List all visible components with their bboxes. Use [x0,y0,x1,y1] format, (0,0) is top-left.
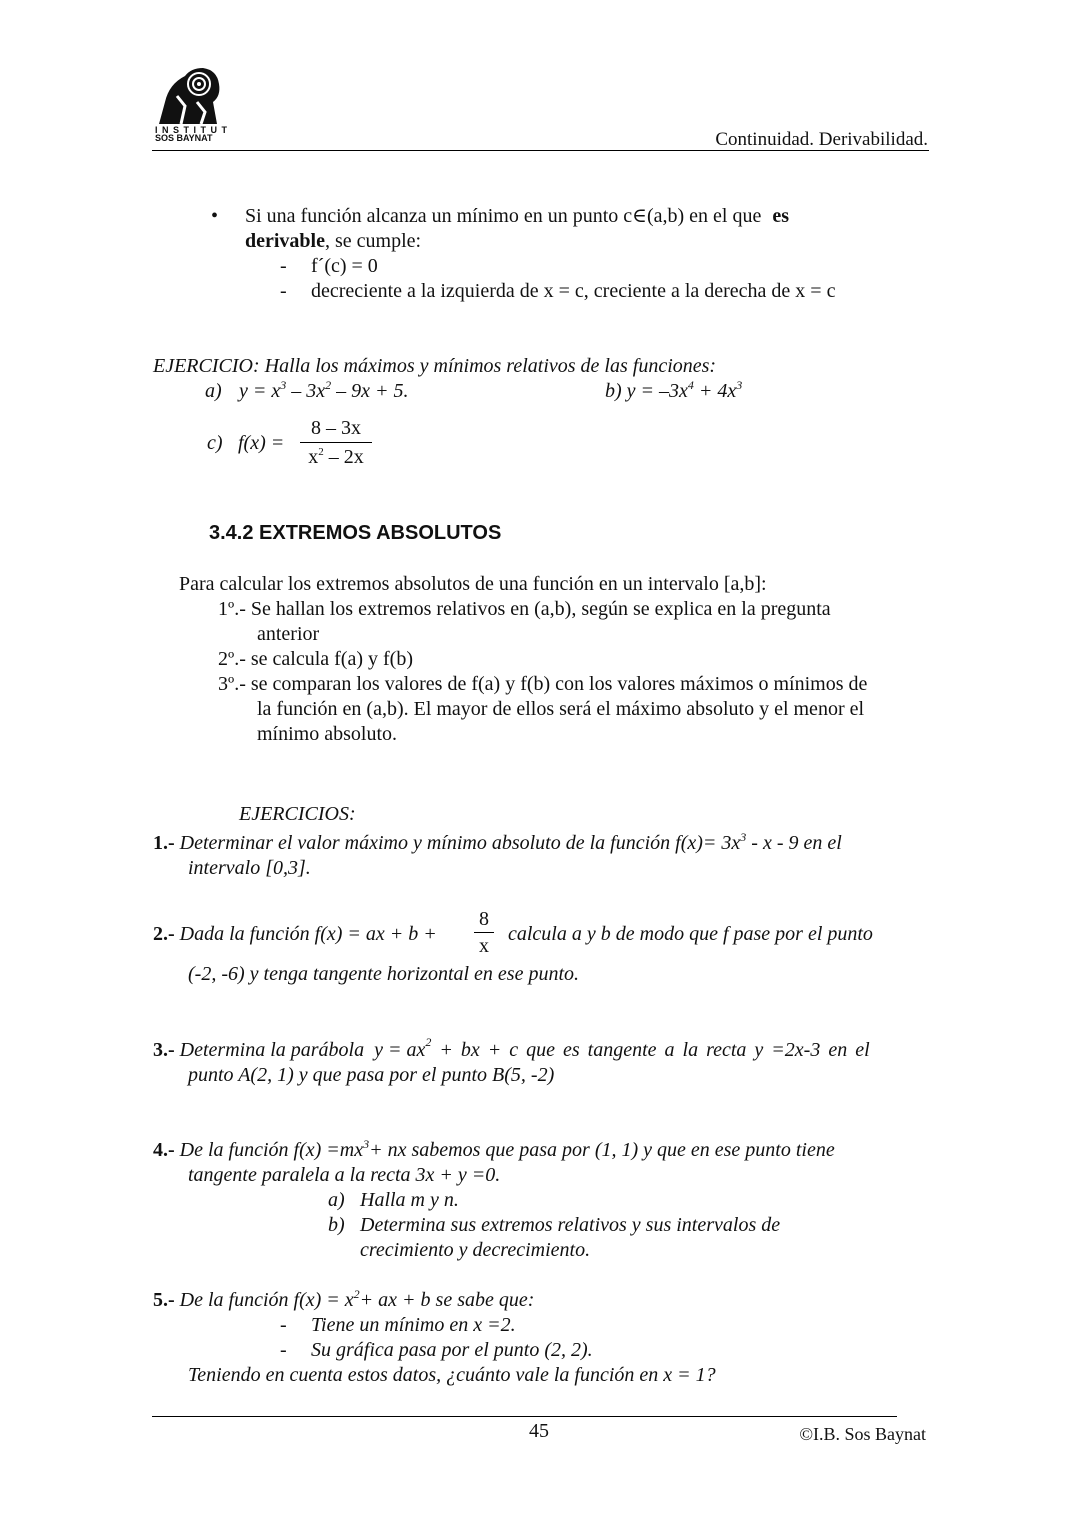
absolute-intro: Para calcular los extremos absolutos de una función en un intervalo [a,b]: [179,573,767,595]
exercise-a-label: a) [205,380,222,402]
exercise-1-line1 [153,831,842,858]
cond1-dash: - [280,255,287,277]
exercise-3-number: 3.- [153,1039,175,1061]
exercise-5-line4: Teniendo en cuenta estos datos, ¿cuánto vale la función en x = 1? [188,1364,716,1386]
exercise-a-e1: 3 [280,378,287,392]
exercise-c-den-x: x [308,446,319,468]
exercise-2-line2: (-2, -6) y tenga tangente horizontal en ese punto. [188,963,580,985]
exercise-2-denominator: x [479,935,489,957]
exercise-c-den-rest: – 2x [323,446,364,468]
exercise-c-fraction [300,416,372,472]
exercise-4-number: 4.- [153,1139,175,1161]
exercise-5-cond1: Tiene un mínimo en x =2. [311,1314,516,1336]
minimum-line1-text2: (a,b) en el que [646,205,767,227]
logo-line2: SOS BAYNAT [155,133,213,143]
exercise-4-line1 [153,1138,835,1165]
exercise-2-number: 2.- [153,923,175,945]
logo-line1: I N S T I T U T [155,125,228,135]
exercise-c-denominator [300,445,372,472]
exercise-4-a: Halla m y n. [360,1189,459,1211]
exercise-b-e2: 3 [736,378,743,392]
exercise-2-fraction [474,907,494,958]
cond2-dash: - [280,280,287,302]
cond2: decreciente a la izquierda de x = c, creciente a la derecha de x = c [311,280,836,302]
exercise-2-text-a: Dada la función f(x) = ax + b + [174,923,437,945]
exercise-3-line2: punto A(2, 1) y que pasa por el punto B(5, -2) [188,1064,555,1086]
absolute-step3-line1: 3º.- se comparan los valores de f(a) y f(b) con los valores máximos o mínimos de [218,673,868,695]
exercise-a-p3: – 9x + 5. [331,380,409,402]
fraction-bar [300,442,372,443]
institute-logo-icon [155,62,225,126]
header-rule [152,150,929,151]
exercise-4-b-line1: Determina sus extremos relativos y sus intervalos de [360,1214,781,1236]
exercise-5-line1 [153,1288,534,1315]
exercise-relative-heading: EJERCICIO: Halla los máximos y mínimos relativos de las funciones: [153,355,717,377]
exercise-4-line2: tangente paralela a la recta 3x + y =0. [188,1164,501,1186]
exercise-1-number: 1.- [153,832,175,854]
exercise-b-p1: b) y = –3x [605,380,688,402]
exercise-4-text-a: De la función f(x) =mx [174,1139,364,1161]
exercise-4-b-line2: crecimiento y decrecimiento. [360,1239,591,1261]
exercise-a-e2: 2 [325,378,332,392]
footer-rule [152,1416,897,1417]
exercise-1-text-b: - x - 9 en el [746,832,842,854]
exercise-c-func: f(x) = [238,432,285,454]
exercise-2-line1 [153,922,437,947]
element-of-symbol: ∈ [632,205,647,227]
exercise-5-cond2: Su gráfica pasa por el punto (2, 2). [311,1339,593,1361]
absolute-step1-line2: anterior [257,623,320,645]
section-title: 3.4.2 EXTREMOS ABSOLUTOS [209,522,502,544]
exercise-5-text-a: De la función f(x) = x [174,1289,354,1311]
exercise-c-den-exp: 2 [318,446,324,458]
absolute-step3-line3: mínimo absoluto. [257,723,397,745]
exercise-b-e1: 4 [687,378,694,392]
page-number: 45 [529,1420,549,1442]
exercise-5-cond2-dash: - [280,1339,287,1361]
exercise-b-p2: + 4x [693,380,737,402]
exercise-2-text-b: calcula a y b de modo que f pase por el punto [508,923,873,945]
exercise-4-b-label: b) [328,1214,345,1236]
exercise-1-line2: intervalo [0,3]. [188,857,311,879]
exercise-5-number: 5.- [153,1289,175,1311]
absolute-step2: 2º.- se calcula f(a) y f(b) [218,648,413,670]
minimum-line2-bold: derivable [245,230,325,252]
exercise-b [605,379,742,406]
exercise-4-a-label: a) [328,1189,345,1211]
exercise-5-text-b: + ax + b se sabe que: [359,1289,535,1311]
minimum-line2-rest: , se cumple: [325,230,422,252]
copyright: ©I.B. Sos Baynat [799,1424,926,1444]
exercises-heading: EJERCICIOS: [239,803,356,825]
exercise-4-exp: 3 [363,1137,370,1151]
exercise-5-exp: 2 [353,1287,360,1301]
absolute-step3-line2: la función en (a,b). El mayor de ellos será el máximo absoluto y el menor el [257,698,865,720]
exercise-a-p2: – 3x [286,380,326,402]
minimum-line1 [245,204,789,229]
exercise-1-exp: 3 [740,830,747,844]
minimum-line1-bold: es [772,205,790,227]
fraction-bar [474,932,494,933]
exercise-3-text-a: Determina la parábola y = ax [174,1039,426,1061]
minimum-line2 [245,229,421,254]
exercise-2-numerator: 8 [479,908,489,930]
exercise-a-p1: y = x [239,380,281,402]
bullet: • [211,205,219,227]
absolute-step1-line1: 1º.- Se hallan los extremos relativos en (a,b), según se explica en la pregunta [218,598,831,620]
cond1: f´(c) = 0 [311,255,378,277]
exercise-3-text-b: + bx + c que es tangente a la recta y =2x-3 en el [431,1039,870,1061]
exercise-5-cond1-dash: - [280,1314,287,1336]
exercise-3-exp: 2 [425,1035,432,1049]
header-title: Continuidad. Derivabilidad. [715,129,928,150]
exercise-c-label: c) [207,432,223,454]
minimum-line1-text: Si una función alcanza un mínimo en un punto c [245,205,633,227]
logo [155,62,228,143]
exercise-4-text-b: + nx sabemos que pasa por (1, 1) y que en ese punto tiene [369,1139,835,1161]
exercise-3-line1 [153,1035,926,1063]
exercise-1-text-a: Determinar el valor máximo y mínimo absoluto de la función f(x)= 3x [174,832,741,854]
exercise-c-numerator: 8 – 3x [311,417,361,439]
exercise-a [239,379,409,406]
